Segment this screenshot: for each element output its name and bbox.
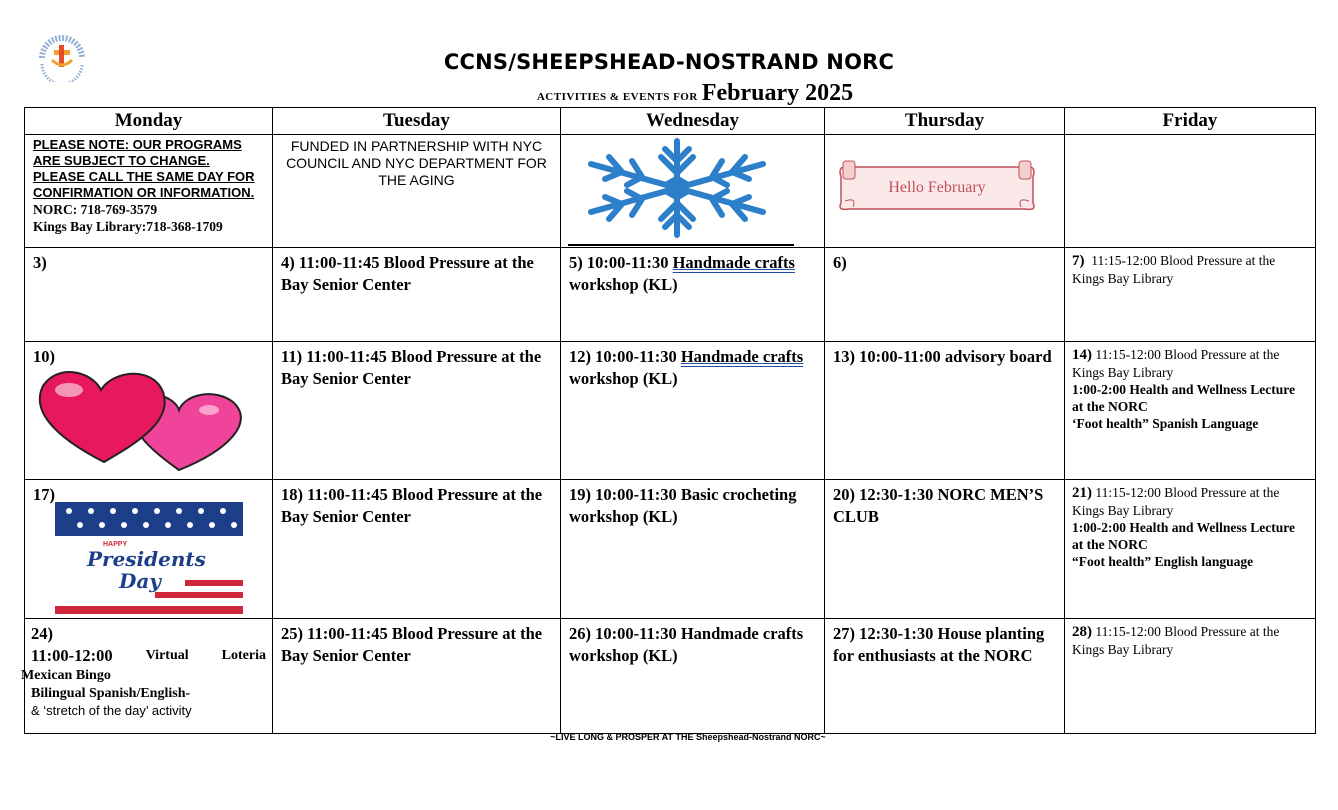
day-header-wednesday: Wednesday [561,108,825,135]
feb-3-text: 3) [33,253,47,272]
feb-6-text: 6) [833,253,847,272]
presidents-day-image [55,502,243,616]
feb-5-handmade-link: Handmade crafts [672,253,795,272]
presidents-name-text: Presidents [87,547,206,571]
feb-24-bilingual: Bilingual Spanish/English- [31,686,191,701]
feb-24-time: 11:00-12:00 [31,646,113,665]
feb-5-time: 5) 10:00-11:30 [569,253,669,272]
feb-7-cell [1065,248,1315,341]
feb-21-cell [1065,480,1315,618]
feb-4-text: 4) 11:00-11:45 Blood Pressure at the Bay Senior Center [281,253,534,294]
notice-cell [25,135,273,248]
feb-24-cell [21,619,272,733]
hello-february-banner [833,157,1041,213]
feb-7-num: 7) [1072,253,1085,269]
feb-12-time: 12) 10:00-11:30 [569,347,677,366]
feb-14-lecture: 1:00-2:00 Health and Wellness Lecture at the NORC [1072,382,1295,414]
day-header-thursday: Thursday [825,108,1065,135]
page-subtitle [0,80,1338,107]
feb-14-cell [1065,342,1315,479]
presidents-day-text: Day [119,569,161,593]
banner-text: Hello February [888,179,986,196]
subtitle-month: February 2025 [701,80,854,106]
feb-28-cell [1065,619,1315,733]
norc-phone: NORC: 718-769-3579 [33,202,158,217]
feb-28-text: 11:15-12:00 Blood Pressure at the Kings Bay Library [1072,624,1280,657]
feb-17-num: 17) [33,485,55,504]
feb-25-text: 25) 11:00-11:45 Blood Pressure at the Bay Senior Center [281,624,543,665]
feb-24-bingo: Mexican Bingo [21,668,111,683]
feb-12-cell [561,342,824,479]
feb-24-num: 24) [31,624,53,643]
day-header-friday: Friday [1065,108,1316,135]
library-phone: Kings Bay Library:718-368-1709 [33,219,223,234]
feb-28-num: 28) [1072,624,1092,640]
feb-26-text: 26) 10:00-11:30 Handmade crafts workshop (KL) [569,624,804,665]
subtitle-prefix: ACTIVITIES & EVENTS FOR [536,91,698,103]
notice-text: PLEASE NOTE: OUR PROGRAMS ARE SUBJECT TO CHANGE. PLEASE CALL THE SAME DAY FOR CONFIRMATION OR INFORMATION. [33,137,255,200]
page-title: CCNS/SHEEPSHEAD-NOSTRAND NORC [443,50,895,74]
funded-text: FUNDED IN PARTNERSHIP WITH NYC COUNCIL AND NYC DEPARTMENT FOR THE AGING [286,138,547,188]
feb-14-num: 14) [1072,347,1092,363]
footer-text: ~LIVE LONG & PROSPER AT THE Sheepshead-Nostrand NORC~ [550,732,826,742]
feb-12-rest: workshop (KL) [569,369,678,388]
presidents-happy-text: HAPPY [103,541,128,548]
feb-10-cell [25,342,272,479]
feb-18-text: 18) 11:00-11:45 Blood Pressure at the Bay Senior Center [281,485,543,526]
feb-21-topic: “Foot health” English language [1072,554,1254,569]
feb-24-line [31,645,266,667]
divider-line [568,244,794,246]
hearts-icon [29,362,271,474]
feb-24-loteria: Loteria [221,648,266,663]
feb-14-topic: ‘Foot health” Spanish Language [1072,416,1259,431]
feb-5-rest: workshop (KL) [569,275,678,294]
feb-27-text: 27) 12:30-1:30 House planting for enthusiasts at the NORC [833,624,1045,665]
feb-13-text: 13) 10:00-11:00 advisory board [833,347,1052,366]
day-header-tuesday: Tuesday [273,108,561,135]
feb-12-handmade-link: Handmade crafts [680,347,804,366]
calendar-table [21,107,1316,734]
feb-17-cell [25,480,272,618]
feb-14-text: 11:15-12:00 Blood Pressure at the Kings Bay Library [1072,347,1280,380]
snowflake-icon [577,137,777,239]
snowflake-cell [561,135,825,248]
empty-friday-cell [1065,135,1316,248]
feb-21-num: 21) [1072,485,1092,501]
feb-24-virtual: Virtual [145,648,189,663]
day-header-monday: Monday [25,108,273,135]
hello-february-cell [825,135,1065,248]
funded-cell [273,135,561,248]
feb-11-text: 11) 11:00-11:45 Blood Pressure at the Bay Senior Center [281,347,542,388]
feb-19-text: 19) 10:00-11:30 Basic crocheting workshop (KL) [569,485,797,526]
feb-10-num: 10) [33,347,55,366]
feb-7-text: 11:15-12:00 Blood Pressure at the Kings Bay Library [1072,253,1276,286]
feb-21-lecture: 1:00-2:00 Health and Wellness Lecture at the NORC [1072,520,1295,552]
feb-21-text: 11:15-12:00 Blood Pressure at the Kings Bay Library [1072,485,1280,518]
feb-20-text: 20) 12:30-1:30 NORC MEN’S CLUB [833,485,1044,526]
feb-5-cell [561,248,824,341]
feb-24-stretch: & ‘stretch of the day’ activity [31,703,192,718]
